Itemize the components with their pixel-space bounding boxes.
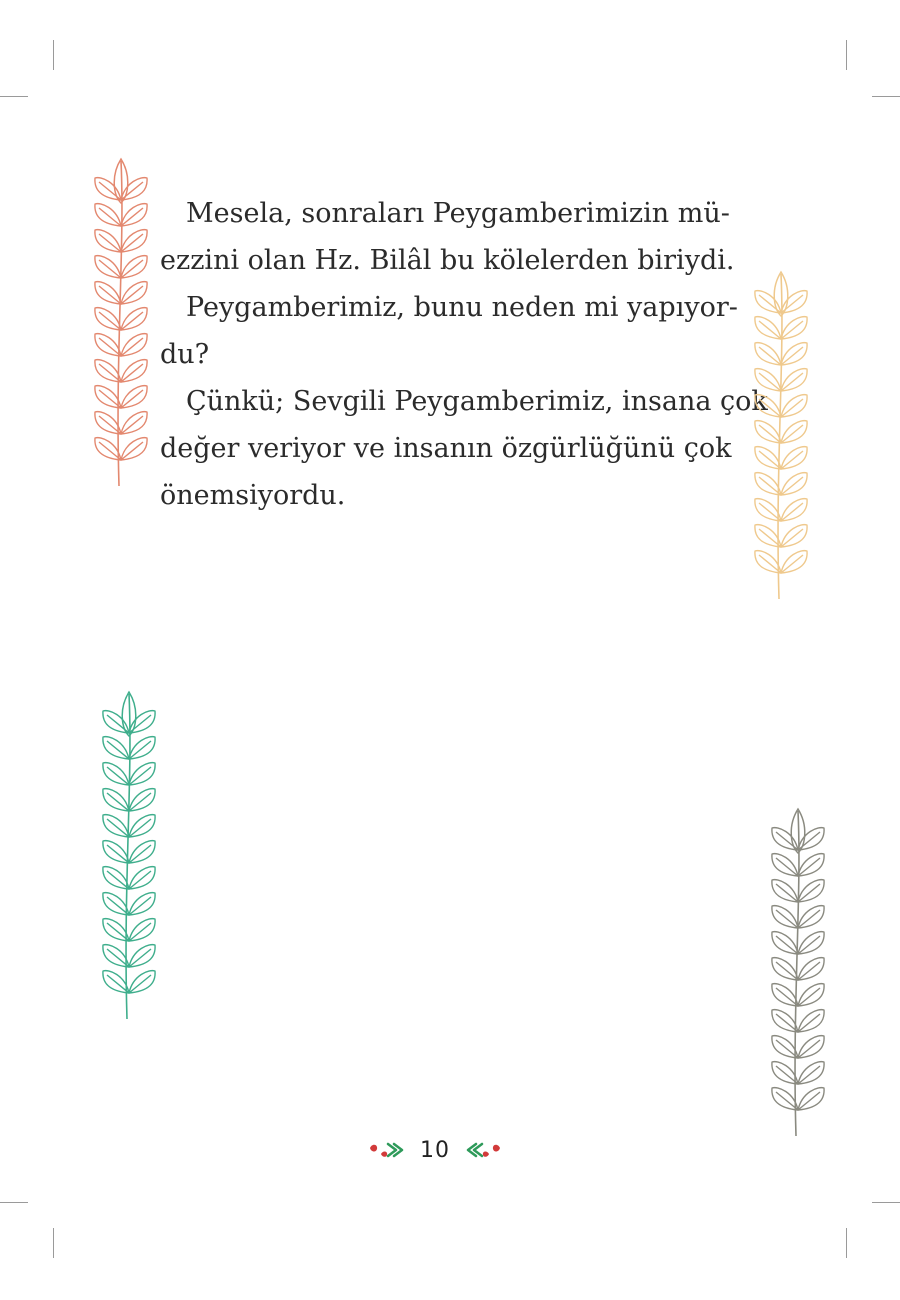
crop-mark-bottom-left-horizontal [0, 1202, 28, 1203]
text-line: ezzini olan Hz. Bilâl bu kölelerden biriydi. [160, 245, 735, 276]
branch-leaf [755, 525, 781, 547]
crop-mark-top-right-vertical [846, 40, 847, 70]
ornament-left-icon [366, 1138, 406, 1162]
ornament-petal [370, 1145, 377, 1152]
branch-leaf [129, 971, 155, 993]
branch-leaf [755, 317, 781, 339]
branch-leaf [103, 789, 129, 811]
branch-leaf [772, 958, 798, 980]
branch-leaf [121, 282, 147, 304]
branch-leaf [798, 984, 824, 1006]
branch-leaf [772, 932, 798, 954]
crop-mark-bottom-left-vertical [53, 1228, 54, 1258]
branch-leaf [755, 343, 781, 365]
branch-leaf [772, 854, 798, 876]
text-line: önemsiyordu. [160, 480, 346, 511]
branch-leaf [755, 551, 781, 573]
branch-leaf [129, 919, 155, 941]
branch-leaf [121, 204, 147, 226]
branch-leaf [781, 421, 807, 443]
paragraph-2 [160, 284, 738, 378]
crop-mark-bottom-right-vertical [846, 1228, 847, 1258]
branch-leaf [781, 499, 807, 521]
branch-leaf [755, 421, 781, 443]
branch-leaf [95, 256, 121, 278]
branch-leaf [121, 386, 147, 408]
branch-leaf [103, 867, 129, 889]
branch-leaf [772, 880, 798, 902]
text-line: Peygamberimiz, bunu neden mi yapıyor- [186, 292, 738, 323]
branch-leaf [798, 958, 824, 980]
text-line: Çünkü; Sevgili Peygamberimiz, insana çok [186, 386, 768, 417]
branch-leaf [772, 1088, 798, 1110]
branch-leaf [772, 828, 798, 850]
branch-leaf [755, 447, 781, 469]
text-line: değer veriyor ve insanın özgürlüğünü çok [160, 433, 732, 464]
branch-leaf [798, 854, 824, 876]
branch-leaf [129, 867, 155, 889]
branch-leaf [755, 291, 781, 313]
branch-leaf [129, 815, 155, 837]
branch-leaf [95, 204, 121, 226]
branch-leaf [129, 711, 155, 733]
branch-leaf [95, 438, 121, 460]
branch-leaf [103, 893, 129, 915]
branch-leaf [798, 932, 824, 954]
page-number: 10 [420, 1137, 450, 1163]
branch-leaf [129, 737, 155, 759]
branch-leaf [798, 1010, 824, 1032]
branch-leaf [103, 711, 129, 733]
branch-leaf [129, 841, 155, 863]
branch-leaf [798, 1088, 824, 1110]
branch-leaf [772, 984, 798, 1006]
branch-leaf [95, 412, 121, 434]
paragraph-3 [160, 378, 768, 519]
ornament-petal [483, 1151, 489, 1156]
leaf-branch-mid-left [96, 688, 166, 1023]
branch-leaf [121, 178, 147, 200]
branch-leaf [798, 1036, 824, 1058]
branch-leaf [121, 438, 147, 460]
body-text [160, 190, 768, 519]
branch-leaf [103, 737, 129, 759]
leaf-branch-top-left [88, 155, 158, 490]
branch-leaf [798, 880, 824, 902]
branch-leaf [129, 763, 155, 785]
branch-leaf [781, 395, 807, 417]
branch-leaf [781, 447, 807, 469]
branch-leaf [772, 1062, 798, 1084]
ornament-right-icon [464, 1138, 504, 1162]
branch-leaf [781, 317, 807, 339]
branch-leaf [103, 945, 129, 967]
crop-mark-top-right-horizontal [872, 96, 900, 97]
ornament-petal [493, 1145, 500, 1152]
branch-leaf [103, 919, 129, 941]
crop-mark-bottom-right-horizontal [872, 1202, 900, 1203]
branch-leaf [121, 360, 147, 382]
ornament-petal [381, 1151, 387, 1156]
branch-leaf [95, 230, 121, 252]
branch-leaf [798, 1062, 824, 1084]
branch-leaf [103, 763, 129, 785]
branch-leaf [755, 369, 781, 391]
crop-mark-top-left-horizontal [0, 96, 28, 97]
branch-leaf [121, 256, 147, 278]
branch-leaf [781, 291, 807, 313]
branch-leaf [121, 334, 147, 356]
page-footer [360, 1130, 510, 1170]
branch-leaf [781, 473, 807, 495]
branch-leaf [95, 308, 121, 330]
branch-leaf [755, 473, 781, 495]
branch-leaf [129, 893, 155, 915]
branch-leaf [798, 828, 824, 850]
branch-leaf [121, 230, 147, 252]
branch-leaf [95, 334, 121, 356]
branch-leaf [95, 282, 121, 304]
branch-leaf [772, 1010, 798, 1032]
branch-leaf [781, 369, 807, 391]
leaf-branch-top-right [748, 268, 818, 603]
branch-leaf [755, 395, 781, 417]
crop-mark-top-left-vertical [53, 40, 54, 70]
branch-leaf [95, 386, 121, 408]
paragraph-1 [160, 190, 735, 284]
branch-leaf [772, 1036, 798, 1058]
branch-leaf [755, 499, 781, 521]
branch-leaf [798, 906, 824, 928]
branch-leaf [781, 551, 807, 573]
branch-leaf [772, 906, 798, 928]
leaf-branch-bottom-right [765, 805, 835, 1140]
branch-leaf [103, 841, 129, 863]
branch-leaf [781, 525, 807, 547]
branch-leaf [121, 412, 147, 434]
branch-leaf [781, 343, 807, 365]
text-line: du? [160, 339, 210, 370]
branch-leaf [95, 360, 121, 382]
text-line: Mesela, sonraları Peygamberimizin mü- [186, 198, 730, 229]
branch-leaf [121, 308, 147, 330]
branch-leaf [129, 945, 155, 967]
branch-leaf [103, 815, 129, 837]
branch-leaf [95, 178, 121, 200]
branch-leaf [129, 789, 155, 811]
branch-leaf [103, 971, 129, 993]
